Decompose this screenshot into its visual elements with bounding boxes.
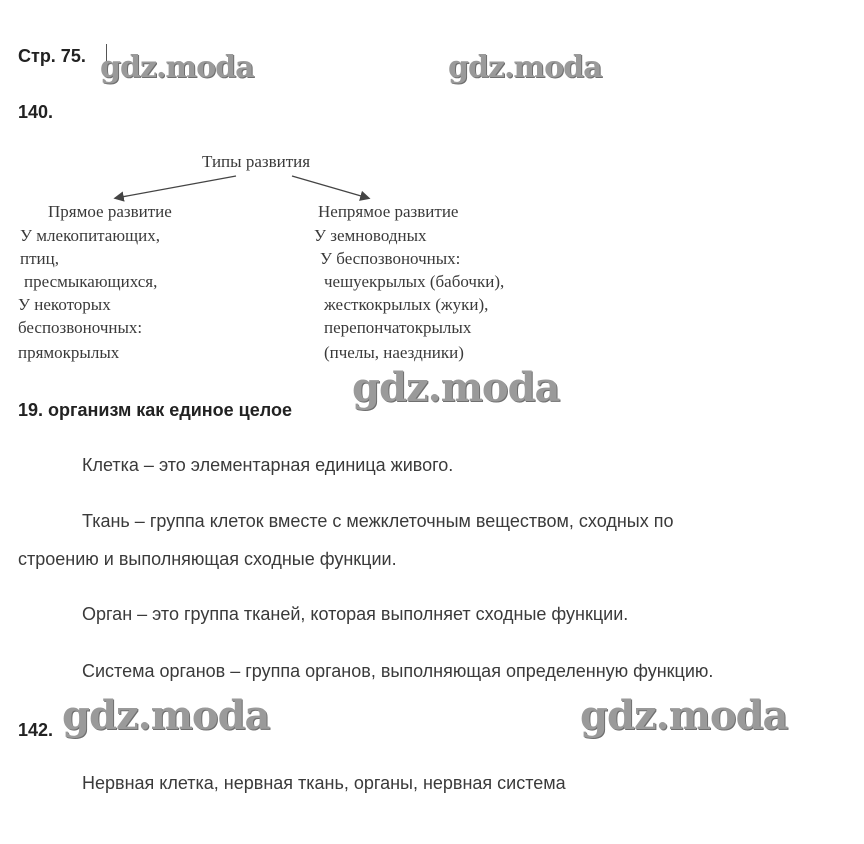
watermark: gdz.moda [62, 692, 270, 739]
direct-line: У некоторых [18, 295, 111, 314]
indirect-line: (пчелы, наездники) [324, 343, 464, 362]
watermark: gdz.moda [100, 50, 254, 85]
arrow-right [292, 176, 368, 198]
direct-line: У млекопитающих, [20, 226, 160, 245]
arrow-left [116, 176, 236, 198]
diagram-root: Типы развития [202, 152, 311, 171]
indirect-line: У земноводных [314, 226, 427, 245]
indirect-line: жесткокрылых (жуки), [324, 295, 489, 314]
task-142-answer: Нервная клетка, нервная ткань, органы, нервная система [82, 773, 566, 793]
page-label: Стр. 75. [18, 46, 86, 66]
development-types-diagram [0, 140, 864, 370]
indirect-line: У беспозвоночных: [320, 249, 461, 268]
paragraph-cell: Клетка – это элементарная единица живого. [82, 455, 454, 475]
direct-line: пресмыкающихся, [24, 272, 158, 291]
direct-line: беспозвоночных: [18, 318, 143, 337]
watermark: gdz.moda [352, 364, 560, 411]
paragraph-tissue-line2: строению и выполняющая сходные функции. [18, 549, 397, 569]
section-19-title: 19. организм как единое целое [18, 400, 292, 420]
direct-development-title: Прямое развитие [48, 202, 172, 221]
direct-line: птиц, [20, 249, 59, 268]
watermark: gdz.moda [448, 50, 602, 85]
indirect-line: перепончатокрылых [324, 318, 472, 337]
task-142-number: 142. [18, 720, 54, 740]
paragraph-organ-system: Система органов – группа органов, выполняющая определенную функцию. [82, 661, 714, 681]
indirect-line: чешуекрылых (бабочки), [324, 272, 505, 291]
paragraph-organ: Орган – это группа тканей, которая выполняет сходные функции. [82, 604, 629, 624]
indirect-development-title: Непрямое развитие [318, 202, 459, 221]
direct-line: прямокрылых [18, 343, 120, 362]
task-140-number: 140. [18, 102, 54, 122]
paragraph-tissue-line1: Ткань – группа клеток вместе с межклеточным веществом, сходных по [82, 511, 674, 531]
watermark: gdz.moda [580, 692, 788, 739]
